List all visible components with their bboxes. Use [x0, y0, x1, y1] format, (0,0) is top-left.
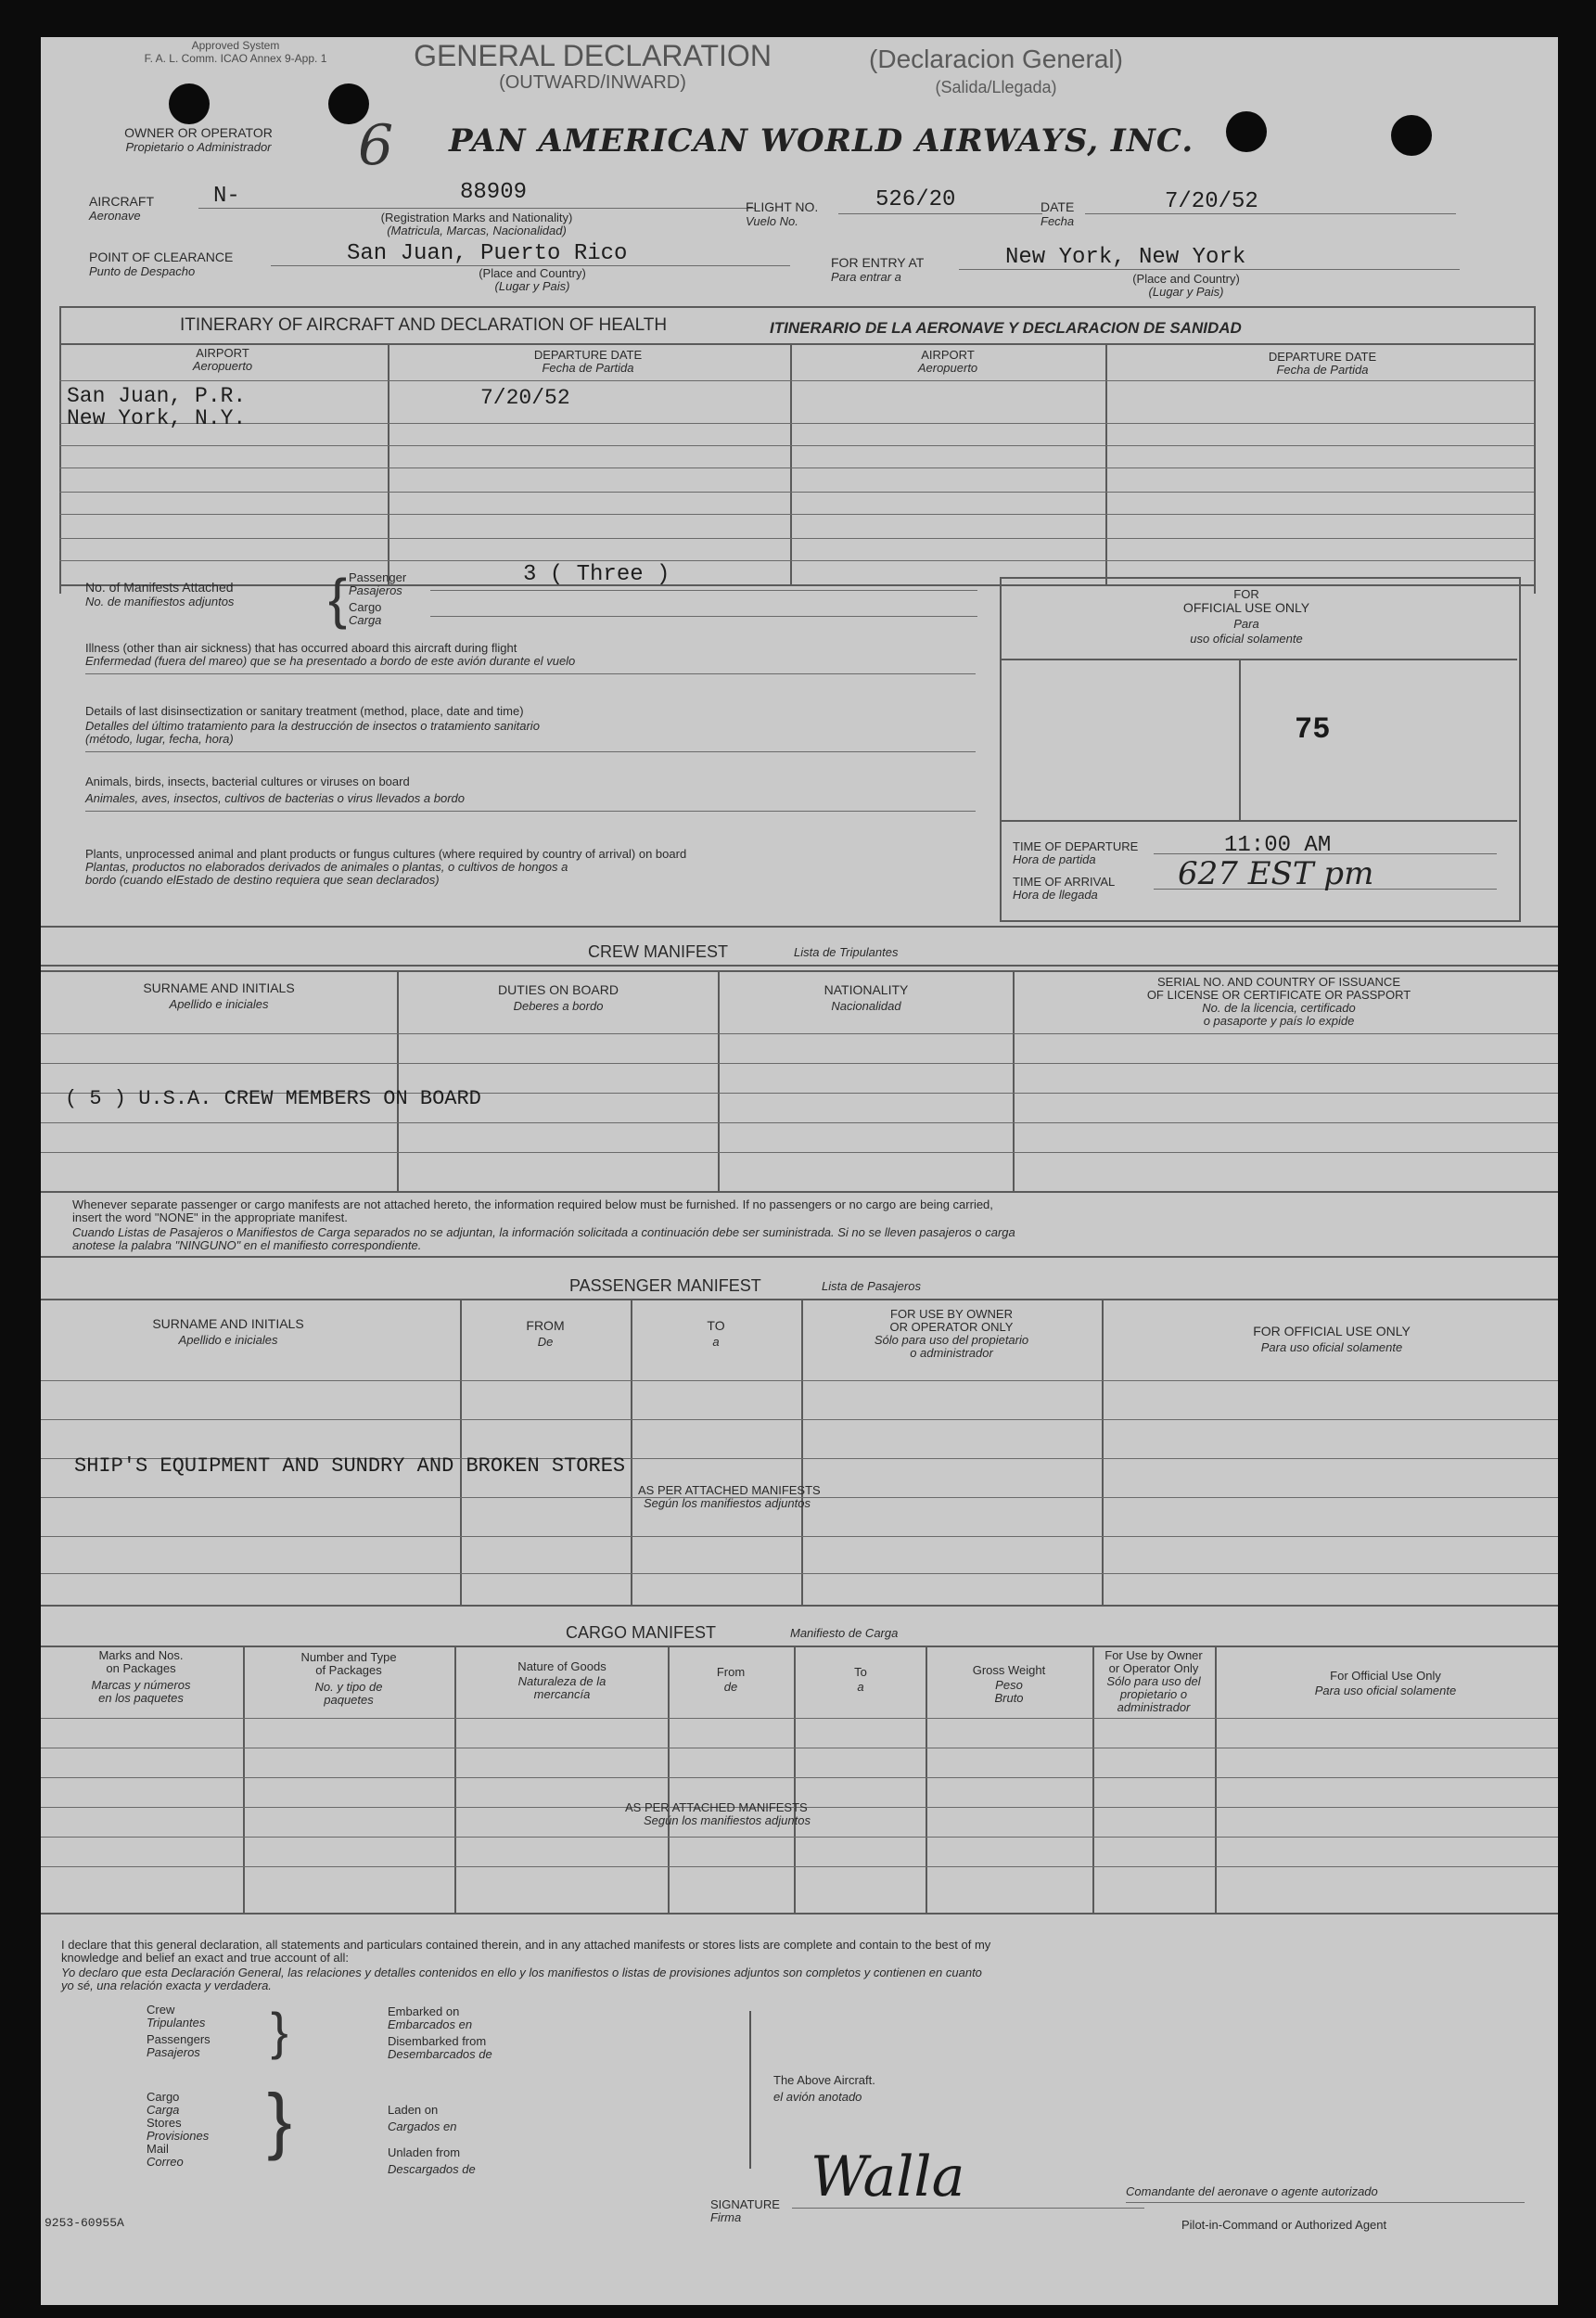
- aircraft-prefix: N-: [213, 184, 240, 209]
- above-aircraft-label-es: el avión anotado: [773, 2090, 862, 2104]
- aircraft-label-es: Aeronave: [89, 209, 141, 223]
- notice-line-1: Whenever separate passenger or cargo manifests are not attached hereto, the information required below must be furnished. If no passengers or no cargo are being carried,: [72, 1197, 993, 1211]
- declaration-line-2: knowledge and belief an exact and true account of all:: [61, 1951, 350, 1965]
- registration-value: 88909: [460, 180, 528, 205]
- goods-brace: }: [267, 2079, 292, 2161]
- signature-label-es: Firma: [710, 2210, 742, 2224]
- cargo-col-owner-es-2: propietario o: [1119, 1687, 1188, 1701]
- crew-entry: ( 5 ) U.S.A. CREW MEMBERS ON BOARD: [65, 1087, 481, 1110]
- flight-label-es: Vuelo No.: [746, 214, 798, 228]
- owner-label: OWNER OR OPERATOR: [124, 125, 273, 140]
- flight-value: 526/20: [875, 187, 956, 212]
- itinerary-row-date: 7/20/52: [480, 386, 570, 410]
- passenger-col-to-es: a: [712, 1335, 720, 1349]
- plants-label: Plants, unprocessed animal and plant products or fungus cultures (where required by country of arrival) on board: [85, 847, 687, 861]
- cargo-count-label-es: Carga: [147, 2103, 180, 2117]
- general-declaration-form: [41, 37, 1558, 2305]
- cargo-col-nature-es-2: mercancía: [533, 1687, 591, 1701]
- passenger-label: Passenger: [349, 570, 407, 584]
- official-label-es: uso oficial solamente: [1190, 632, 1303, 646]
- clearance-value: San Juan, Puerto Rico: [347, 241, 628, 266]
- passenger-attached-es: Según los manifiestos adjuntos: [644, 1496, 811, 1510]
- cargo-attached-es: Según los manifiestos adjuntos: [644, 1813, 811, 1827]
- crew-col-duties: DUTIES ON BOARD: [498, 982, 619, 997]
- people-brace: }: [271, 2002, 288, 2060]
- passenger-col-owner-2: OR OPERATOR ONLY: [889, 1320, 1014, 1334]
- crew-col-duties-es: Deberes a bordo: [513, 999, 604, 1013]
- crew-col-nationality: NATIONALITY: [824, 982, 909, 997]
- clearance-place-label: (Place and Country): [479, 266, 586, 280]
- mail-count-label: Mail: [147, 2142, 169, 2156]
- registration-label: (Registration Marks and Nationality): [380, 211, 573, 224]
- signature: Walla: [811, 2145, 965, 2209]
- cargo-col-marks-es-2: en los paquetes: [98, 1691, 184, 1705]
- cargo-col-number-es: No. y tipo de: [314, 1680, 383, 1694]
- punch-hole: [1226, 111, 1267, 152]
- cargo-heading: CARGO MANIFEST: [566, 1623, 717, 1642]
- unladen-label-es: Descargados de: [388, 2162, 476, 2176]
- passenger-col-surname: SURNAME AND INITIALS: [152, 1316, 304, 1331]
- itinerary-heading: ITINERARY OF AIRCRAFT AND DECLARATION OF HEALTH: [180, 315, 668, 335]
- unladen-label: Unladen from: [388, 2145, 461, 2159]
- commander-label-es: Comandante del aeronave o agente autorizado: [1126, 2184, 1378, 2198]
- declaration-line-3: Yo declaro que esta Declaración General, las relaciones y detalles contenidos en ello y los manifiestos o listas de provisiones adjuntos son completos y contienen en cuanto: [61, 1966, 982, 1979]
- official-label: OFFICIAL USE ONLY: [1182, 600, 1310, 615]
- embarked-label: Embarked on: [388, 2004, 460, 2018]
- approval-note: Approved System F. A. L. Comm. ICAO Annex 9-App. 1: [144, 39, 327, 65]
- cargo-col-weight-es-2: Bruto: [994, 1691, 1024, 1705]
- passenger-col-owner-es: Sólo para uso del propietario: [874, 1333, 1029, 1347]
- itinerary-departure-header-2-es: Fecha de Partida: [1276, 363, 1369, 377]
- signature-label: SIGNATURE: [710, 2197, 780, 2211]
- cargo-col-to: To: [854, 1665, 867, 1679]
- manifests-value: 3 ( Three ): [523, 562, 670, 587]
- form-number: 9253-60955A: [45, 2216, 124, 2230]
- passenger-heading-es: Lista de Pasajeros: [822, 1279, 921, 1293]
- cargo-col-to-es: a: [857, 1680, 864, 1694]
- embarked-label-es: Embarcados en: [388, 2017, 473, 2031]
- notice-line-2: insert the word "NONE" in the appropriate manifest.: [72, 1210, 348, 1224]
- itinerary-heading-es: ITINERARIO DE LA AERONAVE Y DECLARACION DE SANIDAD: [770, 319, 1242, 337]
- registration-label-es: (Matricula, Marcas, Nacionalidad): [387, 224, 567, 237]
- itinerary-departure-header-2: DEPARTURE DATE: [1268, 350, 1377, 364]
- cargo-col-number: Number and Type: [300, 1650, 397, 1664]
- animals-label: Animals, birds, insects, bacterial cultures or viruses on board: [85, 775, 410, 788]
- plants-label-es: Plantas, productos no elaborados derivados de animales o plantas, o cultivos de hongos a: [85, 860, 568, 874]
- crew-count-label-es: Tripulantes: [147, 2016, 206, 2030]
- date-label: DATE: [1041, 199, 1075, 214]
- notice-line-3: Cuando Listas de Pasajeros o Manifiestos de Carga separados no se adjuntan, la información solicitada a continuación debe ser suministrada. Si no se lleven pasajeros o carga: [72, 1225, 1015, 1239]
- clearance-label-es: Punto de Despacho: [89, 264, 196, 278]
- form-title-sub: (OUTWARD/INWARD): [499, 72, 686, 93]
- form-title: GENERAL DECLARATION: [414, 39, 772, 72]
- arrival-time-value: 627 EST pm: [1178, 855, 1374, 892]
- disinsect-label: Details of last disinsectization or sanitary treatment (method, place, date and time): [85, 704, 524, 718]
- above-aircraft-label: The Above Aircraft.: [773, 2073, 875, 2087]
- official-for: FOR: [1233, 587, 1259, 601]
- passenger-entry: SHIP'S EQUIPMENT AND SUNDRY AND BROKEN STORES: [74, 1454, 626, 1478]
- crew-col-surname: SURNAME AND INITIALS: [143, 980, 295, 995]
- disembarked-label: Disembarked from: [388, 2034, 487, 2048]
- entry-place-label-es: (Lugar y Pais): [1148, 285, 1224, 299]
- cargo-col-marks: Marks and Nos.: [98, 1648, 184, 1662]
- manifests-brace: {: [328, 568, 348, 630]
- crew-col-serial-2: OF LICENSE OR CERTIFICATE OR PASSPORT: [1146, 988, 1411, 1002]
- clearance-place-label-es: (Lugar y Pais): [494, 279, 570, 293]
- manifests-label-es: No. de manifiestos adjuntos: [85, 595, 235, 608]
- passenger-col-to: TO: [707, 1318, 725, 1333]
- form-title-es-sub: (Salida/Llegada): [935, 78, 1057, 96]
- itinerary-departure-header-es: Fecha de Partida: [542, 361, 634, 375]
- entry-label-es: Para entrar a: [831, 270, 901, 284]
- passenger-col-owner: FOR USE BY OWNER: [890, 1307, 1013, 1321]
- aircraft-label: AIRCRAFT: [89, 194, 154, 209]
- illness-label: Illness (other than air sickness) that has occurred aboard this aircraft during flight: [85, 641, 517, 655]
- departure-time-label: TIME OF DEPARTURE: [1013, 839, 1139, 853]
- crew-col-serial-es: No. de la licencia, certificado: [1202, 1001, 1356, 1015]
- cargo-col-marks-es: Marcas y números: [91, 1678, 191, 1692]
- passenger-attached: AS PER ATTACHED MANIFESTS: [638, 1483, 821, 1497]
- owner-label-es: Propietario o Administrador: [125, 140, 272, 154]
- declaration-line-1: I declare that this general declaration, all statements and particulars contained therein, and in any attached manifests or stores lists are complete and contain to the best of my: [61, 1938, 991, 1952]
- cargo-col-weight-es: Peso: [995, 1678, 1023, 1692]
- cargo-col-owner-es: Sólo para uso del: [1106, 1674, 1201, 1688]
- owner-value: PAN AMERICAN WORLD AIRWAYS, INC.: [449, 122, 1194, 160]
- stores-count-label: Stores: [147, 2116, 182, 2130]
- date-value: 7/20/52: [1165, 189, 1258, 214]
- itinerary-row-airport: San Juan, P.R.: [67, 384, 247, 408]
- cargo-col-number-es-2: paquetes: [324, 1693, 374, 1707]
- plants-label-es-2: bordo (cuando elEstado de destino requiera que sean declarados): [85, 873, 440, 887]
- passenger-col-official: FOR OFFICIAL USE ONLY: [1253, 1324, 1411, 1338]
- official-number: 75: [1295, 712, 1331, 747]
- passenger-label-es: Pasajeros: [349, 583, 402, 597]
- declaration-line-4: yo sé, una relación exacta y verdadera.: [61, 1979, 272, 1992]
- crew-heading: CREW MANIFEST: [588, 942, 728, 961]
- cargo-label-es: Carga: [349, 613, 382, 627]
- disinsect-label-es: Detalles del último tratamiento para la destrucción de insectos o tratamiento sanitario: [85, 719, 540, 733]
- punch-hole: [1391, 115, 1432, 156]
- passengers-count-label-es: Pasajeros: [147, 2045, 200, 2059]
- passenger-col-from: FROM: [526, 1318, 565, 1333]
- itinerary-departure-header: DEPARTURE DATE: [533, 348, 643, 362]
- commander-label: Pilot-in-Command or Authorized Agent: [1181, 2218, 1387, 2232]
- date-label-es: Fecha: [1041, 214, 1075, 228]
- punch-hole: [169, 83, 210, 124]
- form-title-es: (Declaracion General): [869, 45, 1123, 73]
- cargo-col-owner-2: or Operator Only: [1108, 1661, 1199, 1675]
- laden-label-es: Cargados en: [388, 2119, 457, 2133]
- itinerary-airport-header-es: Aeropuerto: [192, 359, 253, 373]
- crew-col-serial-es-2: o pasaporte y país lo expide: [1203, 1014, 1355, 1028]
- crew-col-surname-es: Apellido e iniciales: [169, 997, 269, 1011]
- departure-time-value: 11:00 AM: [1224, 833, 1332, 858]
- crew-col-nationality-es: Nacionalidad: [831, 999, 901, 1013]
- clearance-label: POINT OF CLEARANCE: [89, 250, 234, 264]
- cargo-col-nature: Nature of Goods: [517, 1659, 606, 1673]
- passenger-col-owner-es-2: o administrador: [910, 1346, 993, 1360]
- mail-count-label-es: Correo: [147, 2155, 184, 2169]
- illness-label-es: Enfermedad (fuera del mareo) que se ha presentado a bordo de este avión durante el vuelo: [85, 654, 576, 668]
- cargo-attached: AS PER ATTACHED MANIFESTS: [625, 1800, 808, 1814]
- passenger-col-official-es: Para uso oficial solamente: [1260, 1340, 1403, 1354]
- flight-label: FLIGHT NO.: [746, 199, 819, 214]
- itinerary-row-airport: New York, N.Y.: [67, 406, 247, 430]
- cargo-count-label: Cargo: [147, 2090, 180, 2104]
- departure-time-label-es: Hora de partida: [1013, 852, 1096, 866]
- cargo-heading-es: Manifiesto de Carga: [790, 1626, 899, 1640]
- cargo-col-number-2: of Packages: [315, 1663, 382, 1677]
- manifests-label: No. of Manifests Attached: [85, 580, 234, 595]
- cargo-col-nature-es: Naturaleza de la: [517, 1674, 606, 1688]
- stores-count-label-es: Provisiones: [147, 2129, 210, 2143]
- passengers-count-label: Passengers: [147, 2032, 211, 2046]
- cargo-col-marks-2: on Packages: [106, 1661, 176, 1675]
- cargo-col-weight: Gross Weight: [972, 1663, 1046, 1677]
- notice-line-4: anotese la palabra "NINGUNO" en el manifiesto correspondiente.: [72, 1238, 422, 1252]
- cargo-col-official-es: Para uso oficial solamente: [1314, 1684, 1457, 1697]
- cargo-col-from-es: de: [723, 1680, 738, 1694]
- entry-value: New York, New York: [1005, 245, 1246, 270]
- passenger-col-from-es: De: [537, 1335, 554, 1349]
- crew-count-label: Crew: [147, 2003, 175, 2017]
- entry-label: FOR ENTRY AT: [831, 255, 925, 270]
- animals-label-es: Animales, aves, insectos, cultivos de bacterias o virus llevados a bordo: [85, 791, 465, 805]
- itinerary-airport-header: AIRPORT: [196, 346, 249, 360]
- passenger-heading: PASSENGER MANIFEST: [569, 1276, 761, 1295]
- arrival-time-label-es: Hora de llegada: [1013, 888, 1098, 902]
- cargo-label: Cargo: [349, 600, 382, 614]
- passenger-col-surname-es: Apellido e iniciales: [178, 1333, 278, 1347]
- cargo-col-official: For Official Use Only: [1330, 1669, 1441, 1683]
- official-para: Para: [1233, 617, 1259, 631]
- cargo-col-from: From: [716, 1665, 746, 1679]
- cargo-col-owner-es-3: administrador: [1117, 1700, 1191, 1714]
- disembarked-label-es: Desembarcados de: [388, 2047, 492, 2061]
- crew-heading-es: Lista de Tripulantes: [794, 945, 899, 959]
- disinsect-label-es-2: (método, lugar, fecha, hora): [85, 732, 234, 746]
- entry-place-label: (Place and Country): [1132, 272, 1240, 286]
- itinerary-airport-header-2: AIRPORT: [921, 348, 975, 362]
- cargo-col-owner: For Use by Owner: [1104, 1648, 1203, 1662]
- arrival-time-label: TIME OF ARRIVAL: [1013, 875, 1116, 889]
- handwritten-mark: 6: [358, 113, 394, 178]
- laden-label: Laden on: [388, 2103, 439, 2117]
- itinerary-airport-header-2-es: Aeropuerto: [917, 361, 978, 375]
- crew-col-serial: SERIAL NO. AND COUNTRY OF ISSUANCE: [1157, 975, 1400, 989]
